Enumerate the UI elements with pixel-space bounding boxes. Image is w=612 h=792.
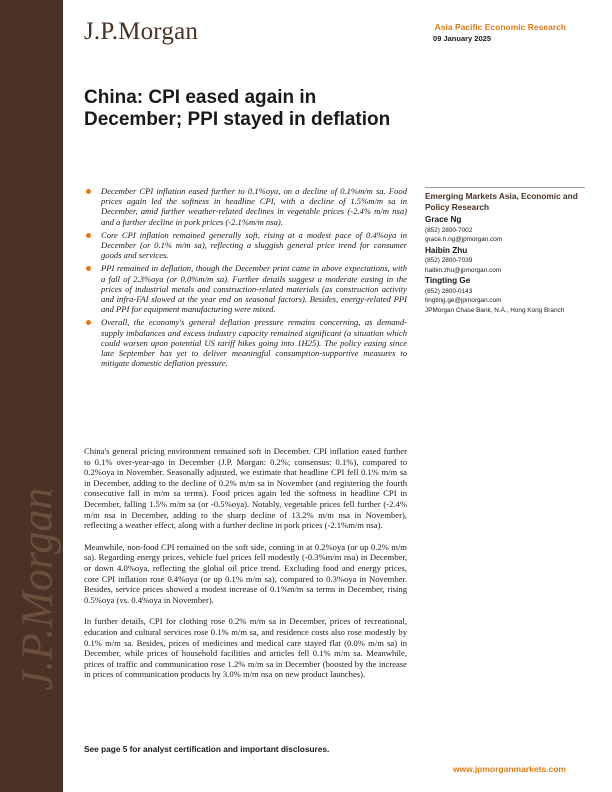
panel-heading: Emerging Markets Asia, Economic and Policy Research — [425, 191, 578, 212]
summary-bullet — [84, 186, 407, 227]
bullet-text: December CPI inflation eased further to 0.1%oya, on a decline of 0.1%m/m sa. Food prices again led the softness in headline CPI, with a decline of 1.5%m/m sa in December, amid further weather-related declines in vegetable prices (-2.4% m/m nsa) and a further decline in pork prices (-2.1%m/m nsa). — [101, 186, 407, 227]
report-title: China: CPI eased again in December; PPI stayed in deflation — [84, 87, 391, 130]
analyst-email[interactable]: tingting.ge@jpmorgan.com — [425, 297, 502, 304]
body-paragraph: Meanwhile, non-food CPI remained on the soft side, coming in at 0.2%oya (or up 0.2% m/m sa). Regarding energy prices, vehicle fuel prices fell modestly (-0.3%m/m nsa) in December, or down 4.0%oya, reflecting the global oil price trend. Excluding food and energy prices, core CPI inflation rose 0.4%oya (or up 0.1% m/m sa), compared to 0.3%oya in November. Besides, service prices showed a modest increase of 0.1%m/m sa terms in December, rising 0.5%oya (vs. 0.4%oya in November). — [84, 541, 407, 605]
analyst-phone: (852) 2800-7039 — [425, 257, 473, 264]
analyst-email[interactable]: grace.h.ng@jpmorgan.com — [425, 236, 503, 243]
summary-bullet — [84, 230, 407, 261]
body-paragraph: China's general pricing environment remained soft in December. CPI inflation eased further to 0.1% over-year-ago in December (J.P. Morgan: 0.2%; consensus: 0.1%), compared to 0.2%oya in November. Seasonally adjusted, we estimate that headline CPI fell 0.1% m/m sa in December, adding to the decline of 0.2% m/m sa in November (and registering the fourth consecutive fall in m/m sa terms). Food prices again led the softness in headline CPI in December, falling 1.5% m/m sa (or -0.5%oya). Notably, vegetable prices fell further (-2.4% m/m nsa in December, adding to the sharp decline of 13.2% m/m nsa in November), reflecting a weather effect, along with a further decline in pork prices (-2.1%m/m nsa). — [84, 446, 407, 531]
jpmorgan-logo: J.P.Morgan — [84, 18, 199, 45]
body-paragraph: In further details, CPI for clothing rose 0.2% m/m sa in December, prices of recreational, education and cultural services rose 0.1% m/m sa, and residence costs also rose modestly by 0.1% m/m sa. Besides, prices of medicines and medical care stayed flat (0.0% m/m sa) in December, while prices of household facilities and articles fell 0.1% m/m sa. Meanwhile, prices of traffic and communication rose 1.2% m/m sa in December (boosted by the increase in prices of communication products by 3.0% m/m nsa on new product launches). — [84, 616, 407, 680]
analyst-phone: (852) 2800-7002 — [425, 226, 473, 234]
analyst-email[interactable]: haibin.zhu@jpmorgan.com — [425, 266, 502, 274]
summary-bullet — [84, 263, 407, 314]
bullet-icon — [86, 266, 91, 271]
bullet-text: Core CPI inflation remained generally soft, rising at a modest pace of 0.4%oya in December (or 0.1% m/m sa), reflecting a sluggish general price trend for consumer goods and services. — [101, 229, 407, 261]
footer-link[interactable]: www.jpmorganmarkets.com — [452, 764, 566, 774]
watermark-logo: J.P.Morgan — [12, 487, 62, 691]
analyst-name: Tingting Ge — [425, 276, 471, 285]
body-text — [84, 446, 407, 691]
report-type: Asia Pacific Economic Research — [434, 22, 566, 32]
bullet-text: PPI remained in deflation, though the December print came in above expectations, with a fall of 2.3%oya (or 0.0%m/m sa). Further details suggest a moderate easing in the prices of industrial metals and construction-related materials (as construction activity and infra-FAI slowed at the year end on seasonal factors). Besides, energy-related PPI and PPI for equipment manufacturing were mixed. — [101, 263, 407, 315]
disclosure-note: See page 5 for analyst certification and important disclosures. — [84, 744, 330, 754]
analyst-name: Grace Ng — [425, 215, 462, 224]
analyst-phone: (852) 2800-0143 — [425, 287, 473, 295]
bullet-text: Overall, the economy's general deflation pressure remains concerning, as demand-supply imbalances and excess industry capacity remained significant (a situation which could worsen upon potential US tariff hikes going into 1H25). The policy easing since late September has yet to deliver meaningful consumption-supportive measures to mitigate domestic deflation pressure. — [101, 317, 407, 369]
bullet-icon — [86, 233, 91, 238]
bullet-icon — [86, 320, 91, 325]
panel-divider — [425, 187, 585, 188]
bullet-icon — [86, 189, 91, 194]
report-date: 09 January 2025 — [433, 34, 491, 43]
summary-bullet — [84, 317, 407, 368]
analyst-panel — [425, 187, 585, 315]
brand-sidebar — [0, 0, 63, 792]
analyst-entity: JPMorgan Chase Bank, N.A., Hong Kong Branch — [425, 306, 565, 314]
analyst-name: Haibin Zhu — [425, 245, 468, 255]
summary-bullets — [84, 186, 407, 371]
